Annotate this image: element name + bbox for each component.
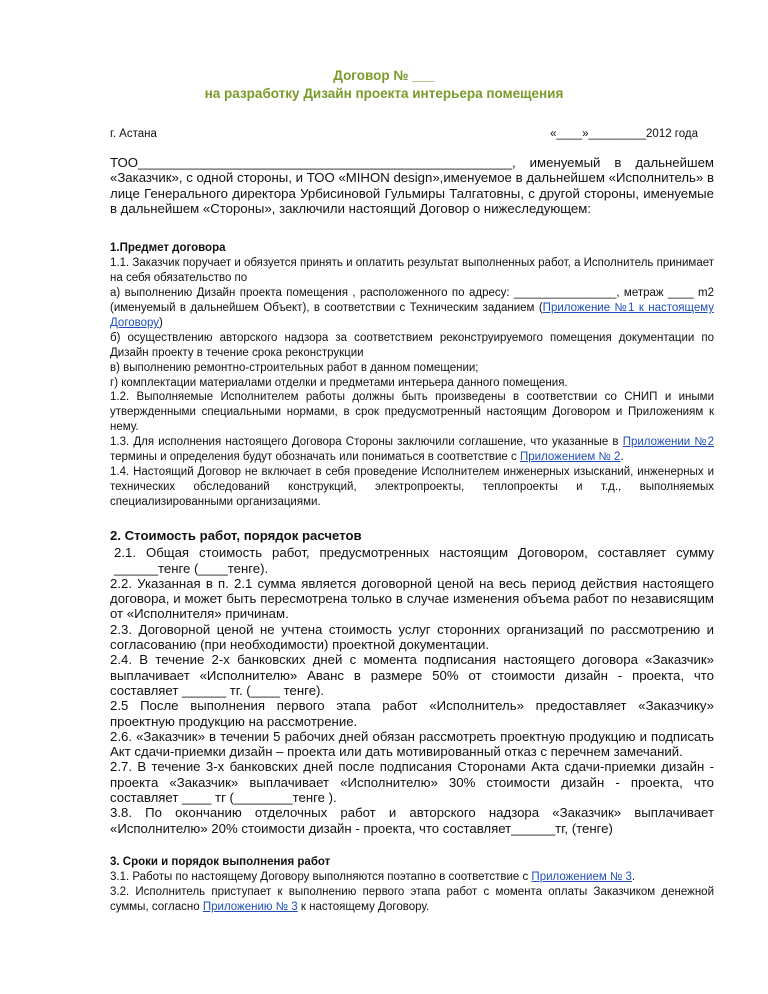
clause-2-3: 2.3. Договорной ценой не учтена стоимость услуг сторонних организаций по рассмотрению и согласованию (при необходимости) проектной документации.: [110, 621, 714, 653]
section-1-heading: 1.Предмет договора: [110, 242, 226, 254]
clause-1-1-b: б) осуществлению авторского надзора за соответствием реконструируемого помещения документации по Дизайн проекту в течение срока реконструкции: [110, 332, 714, 359]
clause-2-2: 2.2. Указанная в п. 2.1 сумма является договорной ценой на весь период действия настоящего договора, и может быть пересмотрена только в случае изменения объема работ по независящим от «Исполнителя» причинам.: [110, 575, 714, 622]
clause-3-8: 3.8. По окончанию отделочных работ и авторского надзора «Заказчик» выплачивает «Исполнителю» 20% стоимости дизайн - проекта, что составляет______тг, (тенге): [110, 805, 714, 836]
preamble-text: ТОО___________________________________________________, именуемый в дальнейшем «Заказчик», с одной стороны, и ТОО «MIHON design»,именуемое в дальнейшем «Исполнитель» в лице Генерального директора Урбисиновой Гульмиры Талгатовны, с другой стороны, именуемые в дальнейшем «Стороны», заключили настоящий Договор о нижеследующем:: [110, 155, 714, 216]
section-1: [110, 241, 714, 391]
clause-1-1-v: в) выполнению ремонтно-строительных работ в данном помещении;: [110, 362, 479, 374]
city: г. Астана: [110, 128, 157, 140]
clause-3-2: 3.2. Исполнитель приступает к выполнению первого этапа работ с момента оплаты Заказчиком денежной суммы, согласно Приложению № 3 к настоящему Договору.: [110, 886, 714, 913]
clause-1-4: 1.4. Настоящий Договор не включает в себя проведение Исполнителем инженерных изысканий, инженерных и технических обследований конструкций, электропроекты, теплопроекты и т.д., выполняемых специализированными организациями.: [110, 466, 714, 508]
section-2-heading: 2. Стоимость работ, порядок расчетов: [110, 528, 362, 543]
appendix-3-link[interactable]: Приложением № 3: [531, 871, 632, 883]
preamble: [110, 155, 714, 216]
appendix-2-link-2[interactable]: Приложением № 2: [519, 451, 621, 463]
contract-date: «____»_________2012 года: [550, 128, 698, 140]
appendix-1-link[interactable]: Приложение №1 к настоящему Договору: [110, 302, 715, 329]
clause-1-2: 1.2. Выполняемые Исполнителем работы должны быть произведены в соответствии со СНИП и иными утвержденными специальными нормами, в срок предусмотренный настоящим Договором и Приложениям к нему.: [110, 391, 714, 433]
clause-3-1: 3.1. Работы по настоящему Договору выполняются поэтапно в соответствие с Приложением № 3.: [110, 871, 636, 883]
section-1-cont: [110, 390, 714, 510]
clause-1-1: 1.1. Заказчик поручает и обязуется принять и оплатить результат выполненных работ, а Исполнитель принимает на себя обязательство по: [110, 257, 714, 284]
clause-2-4: 2.4. В течение 2-х банковских дней с момента подписания настоящего договора «Заказчик» выплачивает «Исполнителю» Аванс в размере 50% от стоимости дизайн - проекта, что составляет ______ тг. (____ тенге).: [110, 652, 714, 698]
clause-2-5: 2.5 После выполнения первого этапа работ «Исполнитель» предоставляет «Заказчику» проектную продукцию на рассмотрение.: [110, 698, 714, 729]
section-3: [110, 855, 714, 915]
appendix-3-link-2[interactable]: Приложению № 3: [202, 901, 298, 913]
section-2: [110, 528, 714, 836]
appendix-2-link[interactable]: Приложении №2: [622, 436, 715, 448]
contract-title: Договор № ___: [333, 68, 435, 83]
clause-2-6: 2.6. «Заказчик» в течении 5 рабочих дней обязан рассмотреть проектную продукцию и подписать Акт сдачи-приемки дизайн – проекта или дать мотивированный отказ с перечнем замечаний.: [110, 728, 714, 760]
contract-subtitle: на разработку Дизайн проекта интерьера помещения: [204, 86, 564, 101]
clause-2-7: 2.7. В течение 3-х банковских дней после подписания Сторонами Акта сдачи-приемки дизайн - проекта «Заказчик» выплачивает «Исполнителю» 30% стоимости дизайн - проекта, что составляет ____ тг (________тенге ).: [110, 759, 714, 806]
clause-2-1: 2.1. Общая стоимость работ, предусмотренных настоящим Договором, составляет сумму ______тенге (____тенге).: [114, 545, 714, 576]
clause-1-1-a: а) выполнению Дизайн проекта помещения , расположенного по адресу: ________________, метраж ____ m2 (именуемый в дальнейшем Объект), в соответствии с Техническим заданием (Приложение №1 к настоящему Договору): [110, 287, 715, 329]
place-date-line: [110, 128, 716, 140]
clause-1-1-g: г) комплектации материалами отделки и предметами интерьера данного помещения.: [110, 377, 568, 389]
section-3-heading: 3. Сроки и порядок выполнения работ: [110, 856, 331, 868]
clause-1-3: 1.3. Для исполнения настоящего Договора Стороны заключили соглашение, что указанные в Приложении №2 термины и определения будут обозначать или пониматься в соответствие с Приложением № 2.: [110, 436, 715, 463]
